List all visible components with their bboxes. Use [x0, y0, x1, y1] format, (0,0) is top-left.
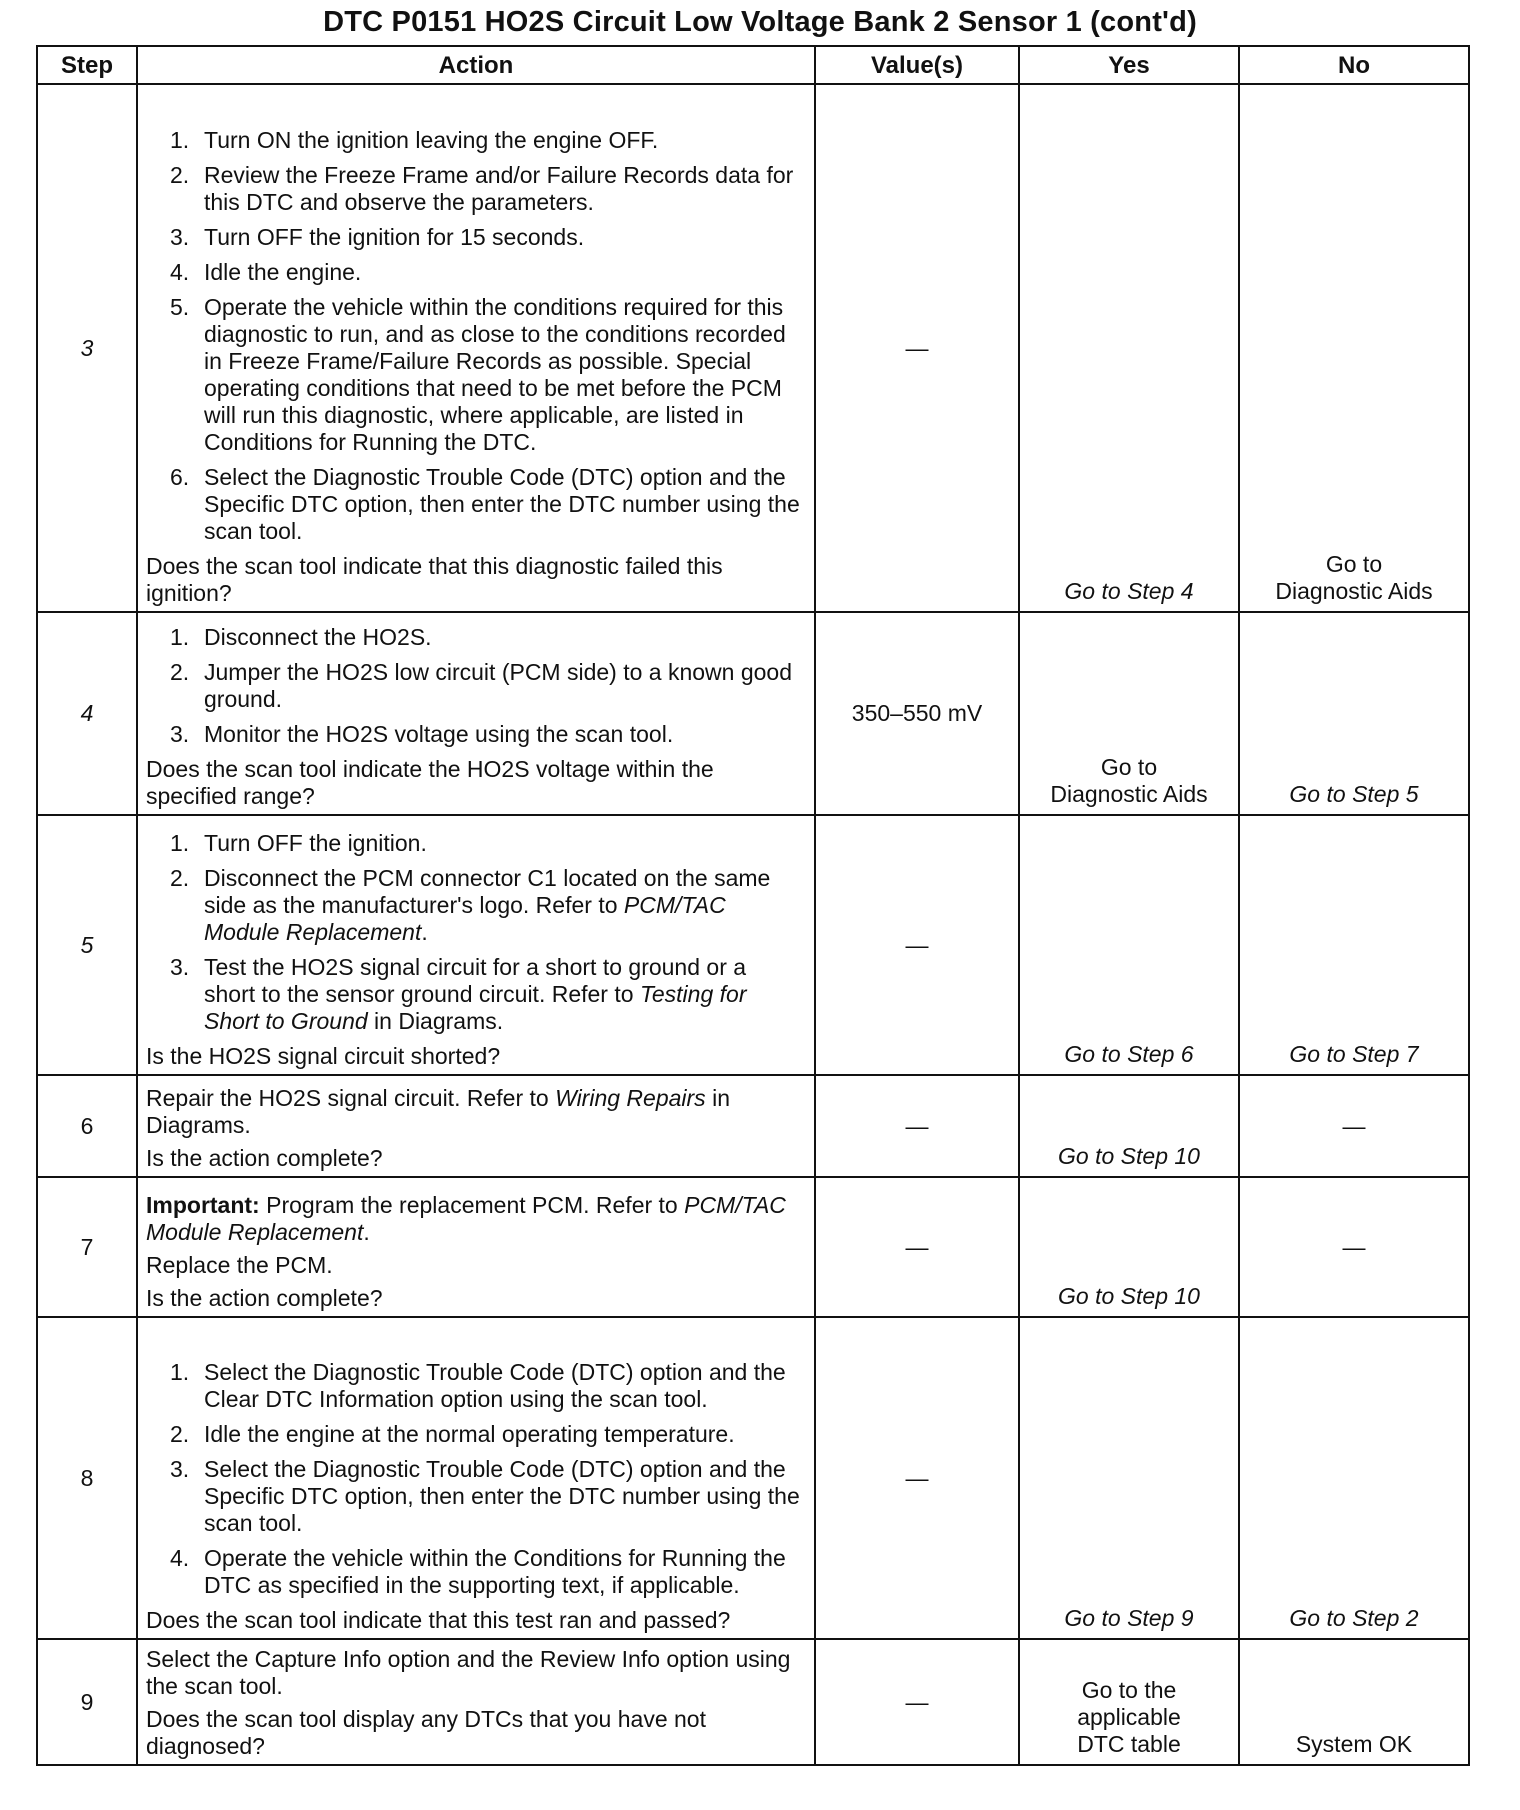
step-number: 5	[37, 815, 137, 1075]
yes-cell: Go to Step 4	[1019, 84, 1239, 612]
page-title: DTC P0151 HO2S Circuit Low Voltage Bank 2 Sensor 1 (cont'd)	[323, 6, 1197, 38]
list-item: 3. Test the HO2S signal circuit for a short to ground or a short to the sensor ground circuit. Refer to Testing for Short to Ground in Diagrams.	[170, 954, 747, 1034]
action-question: Does the scan tool indicate that this test ran and passed?	[146, 1607, 731, 1633]
value-cell: 350–550 mV	[815, 612, 1019, 815]
yes-cell: Go to Diagnostic Aids	[1019, 612, 1239, 815]
list-item: 5. Operate the vehicle within the conditions required for this diagnostic to run, and as close to the conditions recorded in Freeze Frame/Failure Records as possible. Special operating conditions that need to be met before the PCM will run this diagnostic, where applicable, are listed in Conditions for Running the DTC.	[170, 294, 786, 455]
list-item: 4. Idle the engine.	[170, 259, 362, 285]
value-cell: —	[815, 84, 1019, 612]
action-list	[146, 127, 800, 545]
yes-cell: Go to Step 9	[1019, 1317, 1239, 1639]
no-cell: Go to Step 2	[1239, 1317, 1469, 1639]
no-cell: System OK	[1239, 1639, 1469, 1765]
action-text: Select the Capture Info option and the Review Info option using the scan tool.	[146, 1646, 791, 1699]
header-values: Value(s)	[815, 46, 1019, 84]
action-cell	[137, 1639, 815, 1765]
action-cell	[137, 1075, 815, 1177]
step-number: 7	[37, 1177, 137, 1317]
value-cell: —	[815, 1075, 1019, 1177]
no-cell: Go to Diagnostic Aids	[1239, 84, 1469, 612]
action-question: Does the scan tool display any DTCs that you have not diagnosed?	[146, 1706, 706, 1759]
diagnostic-table	[36, 45, 1470, 1766]
list-item: 1. Select the Diagnostic Trouble Code (DTC) option and the Clear DTC Information option using the scan tool.	[170, 1359, 786, 1412]
header-yes: Yes	[1019, 46, 1239, 84]
action-question: Does the scan tool indicate the HO2S voltage within the specified range?	[146, 756, 714, 809]
list-item: 2. Idle the engine at the normal operating temperature.	[170, 1421, 735, 1447]
yes-cell: Go to the applicable DTC table	[1019, 1639, 1239, 1765]
no-cell: —	[1239, 1177, 1469, 1317]
step-number: 8	[37, 1317, 137, 1639]
step-number: 3	[37, 84, 137, 612]
yes-cell: Go to Step 6	[1019, 815, 1239, 1075]
important-note: Important: Program the replacement PCM. Refer to PCM/TAC Module Replacement.	[146, 1192, 786, 1245]
list-item: 1. Turn ON the ignition leaving the engine OFF.	[170, 127, 659, 153]
list-item: 3. Monitor the HO2S voltage using the scan tool.	[170, 721, 674, 747]
list-item: 2. Jumper the HO2S low circuit (PCM side) to a known good ground.	[170, 659, 793, 712]
list-item: 3. Select the Diagnostic Trouble Code (DTC) option and the Specific DTC option, then enter the DTC number using the scan tool.	[170, 1456, 800, 1536]
action-cell	[137, 612, 815, 815]
list-item: 3. Turn OFF the ignition for 15 seconds.	[170, 224, 585, 250]
action-cell	[137, 84, 815, 612]
value-cell: —	[815, 1177, 1019, 1317]
list-item: 2. Review the Freeze Frame and/or Failure Records data for this DTC and observe the parameters.	[170, 162, 794, 215]
table-row	[37, 1639, 1469, 1765]
header-no: No	[1239, 46, 1469, 84]
value-cell: —	[815, 1639, 1019, 1765]
action-cell	[137, 815, 815, 1075]
step-number: 4	[37, 612, 137, 815]
action-question: Is the action complete?	[146, 1285, 383, 1311]
step-number: 9	[37, 1639, 137, 1765]
header-step: Step	[37, 46, 137, 84]
action-question: Is the HO2S signal circuit shorted?	[146, 1043, 501, 1069]
table-row	[37, 1317, 1469, 1639]
action-cell	[137, 1177, 815, 1317]
action-list	[146, 1359, 800, 1599]
no-cell: Go to Step 7	[1239, 815, 1469, 1075]
action-list	[146, 624, 800, 748]
list-item: 1. Turn OFF the ignition.	[170, 830, 427, 856]
action-text: Replace the PCM.	[146, 1252, 333, 1278]
list-item: 4. Operate the vehicle within the Conditions for Running the DTC as specified in the supporting text, if applicable.	[170, 1545, 786, 1598]
action-list	[146, 830, 800, 1035]
no-cell: Go to Step 5	[1239, 612, 1469, 815]
table-row	[37, 1075, 1469, 1177]
yes-cell: Go to Step 10	[1019, 1177, 1239, 1317]
list-item: 1. Disconnect the HO2S.	[170, 624, 432, 650]
step-number: 6	[37, 1075, 137, 1177]
table-row	[37, 84, 1469, 612]
action-cell	[137, 1317, 815, 1639]
yes-cell: Go to Step 10	[1019, 1075, 1239, 1177]
value-cell: —	[815, 1317, 1019, 1639]
no-cell: —	[1239, 1075, 1469, 1177]
value-cell: —	[815, 815, 1019, 1075]
table-row	[37, 612, 1469, 815]
action-question: Does the scan tool indicate that this diagnostic failed this ignition?	[146, 553, 723, 606]
action-question: Is the action complete?	[146, 1145, 383, 1171]
list-item: 6. Select the Diagnostic Trouble Code (DTC) option and the Specific DTC option, then enter the DTC number using the scan tool.	[170, 464, 800, 544]
list-item: 2. Disconnect the PCM connector C1 located on the same side as the manufacturer's logo. Refer to PCM/TAC Module Replacement.	[170, 865, 771, 945]
table-header-row	[37, 46, 1469, 84]
table-row	[37, 815, 1469, 1075]
header-action: Action	[137, 46, 815, 84]
action-text: Repair the HO2S signal circuit. Refer to Wiring Repairs in Diagrams.	[146, 1085, 730, 1138]
table-row	[37, 1177, 1469, 1317]
